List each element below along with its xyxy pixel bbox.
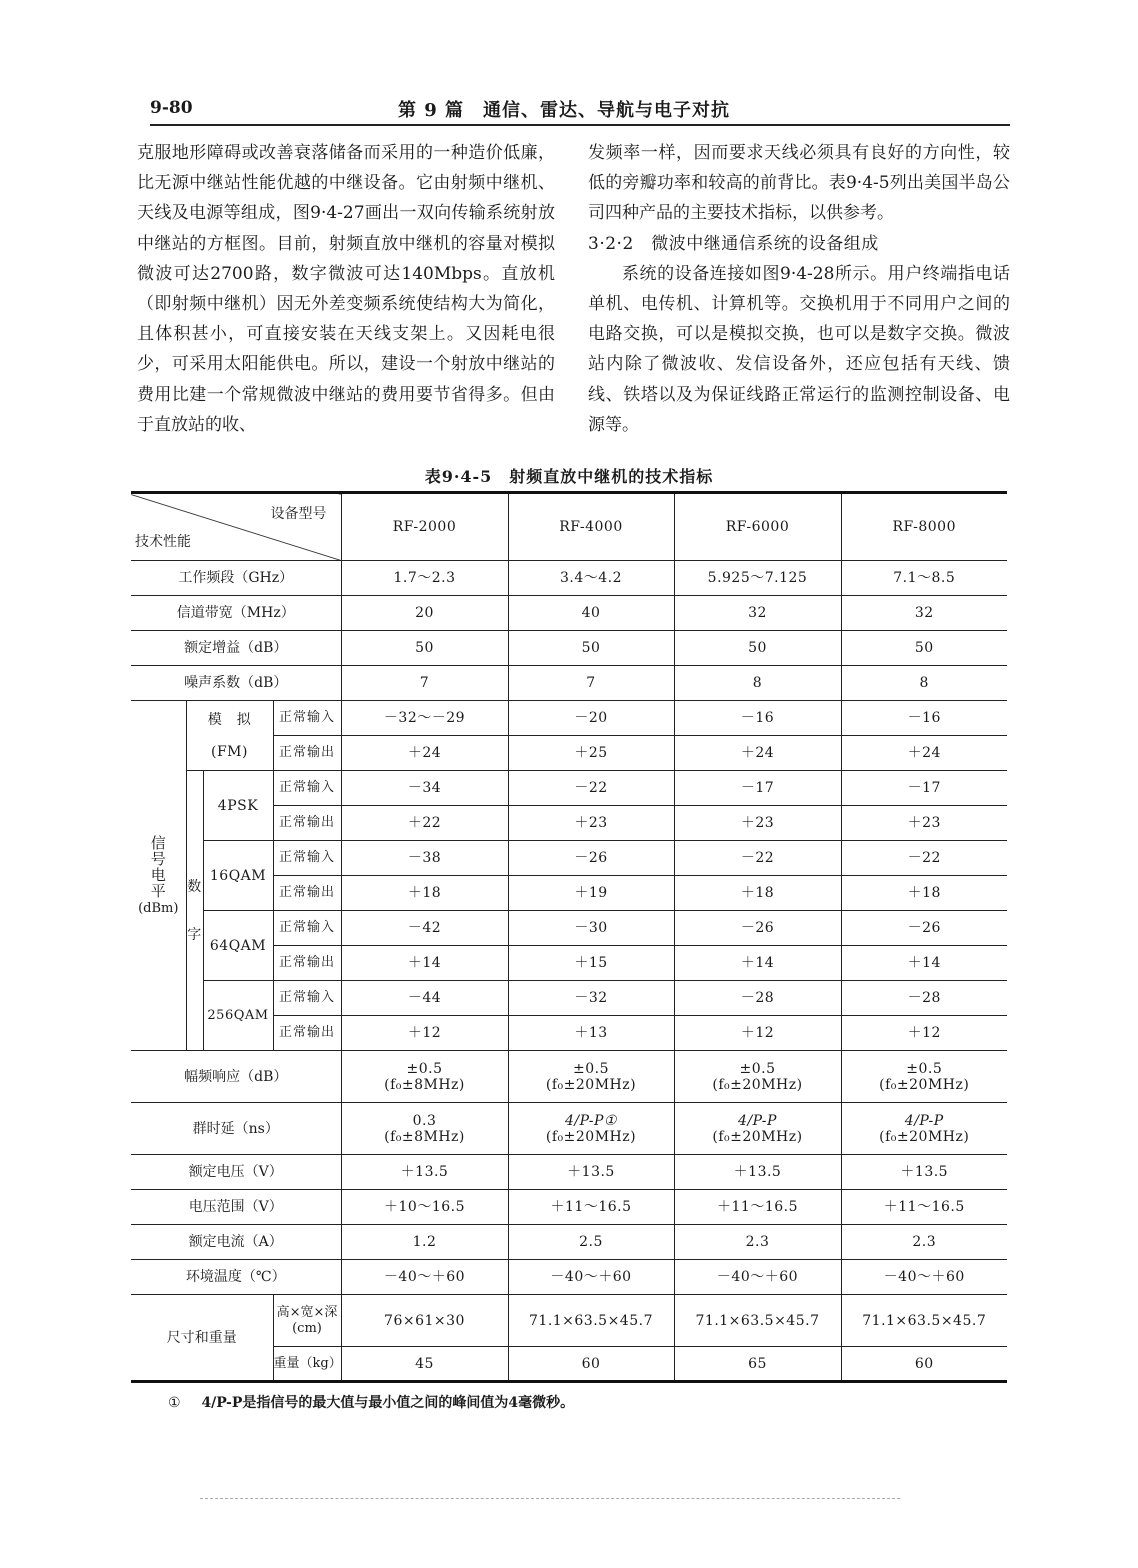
table-cell: ＋23 (674, 806, 841, 841)
subheading: 3·2·2 微波中继通信系统的设备组成 (588, 233, 879, 254)
table-cell: 50 (674, 631, 841, 666)
table-cell: －40～＋60 (508, 1260, 674, 1295)
model-header: RF-2000 (341, 493, 508, 561)
input-label: 正常输入 (273, 981, 341, 1016)
input-label: 正常输入 (273, 771, 341, 806)
modulation-label: 256QAM (203, 981, 273, 1051)
signal-level-label: 信 号 电 平 (dBm) (131, 701, 186, 1051)
table-cell: －34 (341, 771, 508, 806)
row-label: 噪声系数（dB） (131, 666, 341, 701)
table-cell: ＋18 (341, 876, 508, 911)
table-cell: －40～＋60 (674, 1260, 841, 1295)
table-cell: －16 (841, 701, 1007, 736)
table-cell: 45 (341, 1347, 508, 1382)
table-cell: －32～－29 (341, 701, 508, 736)
table-cell: －22 (674, 841, 841, 876)
table-cell: －40～＋60 (841, 1260, 1007, 1295)
table-row (131, 981, 1007, 1016)
output-label: 正常输出 (273, 946, 341, 981)
table-row (131, 1295, 1007, 1347)
table-cell: ＋14 (674, 946, 841, 981)
table-row (131, 1190, 1007, 1225)
section-title: 第 9 篇 通信、雷达、导航与电子对抗 (398, 100, 731, 121)
right-paragraph-1: 发频率一样，因而要求天线必须具有良好的方向性，较低的旁瓣功率和较高的前背比。表9·4-5列出美国半岛公司四种产品的主要技术指标，以供参考。 (588, 143, 1010, 224)
right-column (588, 138, 1010, 440)
table-cell: －38 (341, 841, 508, 876)
table-row (131, 1225, 1007, 1260)
digital-label: 数 字 (186, 771, 203, 1051)
corner-bottom-label: 技术性能 (135, 534, 191, 550)
table-cell: ±0.5 (f₀±20MHz) (508, 1051, 674, 1103)
table-caption: 表9·4-5 射频直放中继机的技术指标 (424, 467, 714, 486)
table-cell: －16 (674, 701, 841, 736)
modulation-label: 4PSK (203, 771, 273, 841)
table-cell: －17 (841, 771, 1007, 806)
table-cell: 76×61×30 (341, 1295, 508, 1347)
weight-label: 重量（kg） (273, 1347, 341, 1382)
table-cell: 40 (508, 596, 674, 631)
table-row (131, 561, 1007, 596)
size-weight-label: 尺寸和重量 (131, 1295, 273, 1382)
table-cell: 71.1×63.5×45.7 (674, 1295, 841, 1347)
table-cell: －22 (841, 841, 1007, 876)
table-cell: ＋24 (841, 736, 1007, 771)
input-label: 正常输入 (273, 701, 341, 736)
table-cell: ＋13 (508, 1016, 674, 1051)
table-cell: －26 (674, 911, 841, 946)
table-cell: 7 (508, 666, 674, 701)
row-label: 工作频段（GHz） (131, 561, 341, 596)
page-header (150, 96, 1010, 126)
table-cell: －28 (674, 981, 841, 1016)
table-cell: －28 (841, 981, 1007, 1016)
table-cell: 60 (841, 1347, 1007, 1382)
table-cell: 50 (508, 631, 674, 666)
table-cell: 20 (341, 596, 508, 631)
footnote-text: 4/P-P是指信号的最大值与最小值之间的峰间值为4毫微秒。 (201, 1395, 575, 1411)
table-cell: 50 (341, 631, 508, 666)
table-cell: －30 (508, 911, 674, 946)
table-cell: －42 (341, 911, 508, 946)
table-cell: ＋23 (841, 806, 1007, 841)
page-number: 9-80 (150, 98, 193, 118)
table-cell: ＋14 (341, 946, 508, 981)
row-label: 幅频响应（dB） (131, 1051, 341, 1103)
table-cell: 2.3 (674, 1225, 841, 1260)
table-cell: 5.925～7.125 (674, 561, 841, 596)
table-row (131, 841, 1007, 876)
modulation-label: 64QAM (203, 911, 273, 981)
table-row (131, 666, 1007, 701)
table-cell: －22 (508, 771, 674, 806)
row-label: 额定增益（dB） (131, 631, 341, 666)
footnote (168, 1392, 574, 1412)
model-header: RF-6000 (674, 493, 841, 561)
table-cell: 4/P-P (f₀±20MHz) (674, 1103, 841, 1155)
table-row (131, 1260, 1007, 1295)
row-label: 环境温度（℃） (131, 1260, 341, 1295)
scan-speckle (200, 1498, 900, 1501)
table-cell: ±0.5 (f₀±20MHz) (674, 1051, 841, 1103)
table-cell: 7 (341, 666, 508, 701)
table-cell: 1.7～2.3 (341, 561, 508, 596)
right-paragraph-2: 系统的设备连接如图9·4-28所示。用户终端指电话单机、电传机、计算机等。交换机用于不同用户之间的电路交换，可以是模拟交换，也可以是数字交换。微波站内除了微波收、发信设备外，还应包括有天线、馈线、铁塔以及为保证线路正常运行的监测控制设备、电源等。 (588, 263, 1010, 435)
table-cell: ＋13.5 (674, 1155, 841, 1190)
table-row (131, 771, 1007, 806)
table-cell: ＋11～16.5 (508, 1190, 674, 1225)
table-cell: 7.1～8.5 (841, 561, 1007, 596)
table-cell: 4/P-P (f₀±20MHz) (841, 1103, 1007, 1155)
input-label: 正常输入 (273, 911, 341, 946)
table-cell: ±0.5 (f₀±8MHz) (341, 1051, 508, 1103)
table-cell: －17 (674, 771, 841, 806)
table-cell: ＋24 (674, 736, 841, 771)
table-cell: ＋18 (841, 876, 1007, 911)
table-cell: 32 (674, 596, 841, 631)
table-row (131, 1155, 1007, 1190)
row-label: 额定电压（V） (131, 1155, 341, 1190)
corner-cell (131, 493, 341, 561)
table-cell: 8 (841, 666, 1007, 701)
table-cell: ＋24 (341, 736, 508, 771)
modulation-label: 16QAM (203, 841, 273, 911)
table-cell: ＋15 (508, 946, 674, 981)
table-cell: 2.3 (841, 1225, 1007, 1260)
table-cell: 1.2 (341, 1225, 508, 1260)
row-label: 信道带宽（MHz） (131, 596, 341, 631)
table-cell: 0.3 (f₀±8MHz) (341, 1103, 508, 1155)
table-cell: －44 (341, 981, 508, 1016)
table-cell: －20 (508, 701, 674, 736)
table-row (131, 631, 1007, 666)
output-label: 正常输出 (273, 736, 341, 771)
table-cell: ＋13.5 (841, 1155, 1007, 1190)
left-paragraph: 克服地形障碍或改善衰落储备而采用的一种造价低廉，比无源中继站性能优越的中继设备。它由射频中继机、天线及电源等组成，图9·4-27画出一双向传输系统射放中继站的方框图。目前，射频直放中继机的容量对模拟微波可达2700路，数字微波可达140Mbps。直放机（即射频中继机）因无外差变频系统使结构大为简化，且体积甚小，可直接安装在天线支架上。又因耗电很少，可采用太阳能供电。所以，建设一个射放中继站的费用比建一个常规微波中继站的费用要节省得多。但由于直放站的收、 (137, 143, 555, 435)
model-header: RF-8000 (841, 493, 1007, 561)
corner-top-label: 设备型号 (270, 506, 327, 522)
table-cell: ＋12 (841, 1016, 1007, 1051)
table-cell: 65 (674, 1347, 841, 1382)
table-cell: ＋14 (841, 946, 1007, 981)
table-cell: ＋19 (508, 876, 674, 911)
table-cell: ＋25 (508, 736, 674, 771)
table-cell: 71.1×63.5×45.7 (508, 1295, 674, 1347)
table-cell: －26 (841, 911, 1007, 946)
table-cell: ＋13.5 (508, 1155, 674, 1190)
table-cell: －32 (508, 981, 674, 1016)
output-label: 正常输出 (273, 1016, 341, 1051)
row-label: 额定电流（A） (131, 1225, 341, 1260)
table-cell: ＋13.5 (341, 1155, 508, 1190)
table-cell: 8 (674, 666, 841, 701)
table-row (131, 1103, 1007, 1155)
input-label: 正常输入 (273, 841, 341, 876)
row-label: 群时延（ns） (131, 1103, 341, 1155)
table-cell: ＋23 (508, 806, 674, 841)
table-cell: ＋11～16.5 (674, 1190, 841, 1225)
table-cell: 4/P-P① (f₀±20MHz) (508, 1103, 674, 1155)
table-cell: 3.4～4.2 (508, 561, 674, 596)
table-row (131, 596, 1007, 631)
table-cell: ＋12 (674, 1016, 841, 1051)
spec-table (131, 491, 1007, 1383)
table-row (131, 1051, 1007, 1103)
analog-label: 模 拟 (FM) (186, 701, 273, 771)
footnote-marker: ① (168, 1395, 181, 1411)
table-cell: 32 (841, 596, 1007, 631)
table-row (131, 701, 1007, 736)
table-cell: ±0.5 (f₀±20MHz) (841, 1051, 1007, 1103)
table-cell: ＋10～16.5 (341, 1190, 508, 1225)
table-cell: 50 (841, 631, 1007, 666)
table-cell: ＋12 (341, 1016, 508, 1051)
table-cell: ＋11～16.5 (841, 1190, 1007, 1225)
output-label: 正常输出 (273, 876, 341, 911)
table-cell: ＋18 (674, 876, 841, 911)
table-cell: 71.1×63.5×45.7 (841, 1295, 1007, 1347)
table-row (131, 911, 1007, 946)
model-header: RF-4000 (508, 493, 674, 561)
left-column (137, 138, 555, 440)
table-cell: 60 (508, 1347, 674, 1382)
table-cell: －26 (508, 841, 674, 876)
table-cell: －40～＋60 (341, 1260, 508, 1295)
table-cell: 2.5 (508, 1225, 674, 1260)
table-header-row (131, 493, 1007, 561)
table-cell: ＋22 (341, 806, 508, 841)
output-label: 正常输出 (273, 806, 341, 841)
row-label: 电压范围（V） (131, 1190, 341, 1225)
dimensions-label: 高×宽×深 (cm) (273, 1295, 341, 1347)
